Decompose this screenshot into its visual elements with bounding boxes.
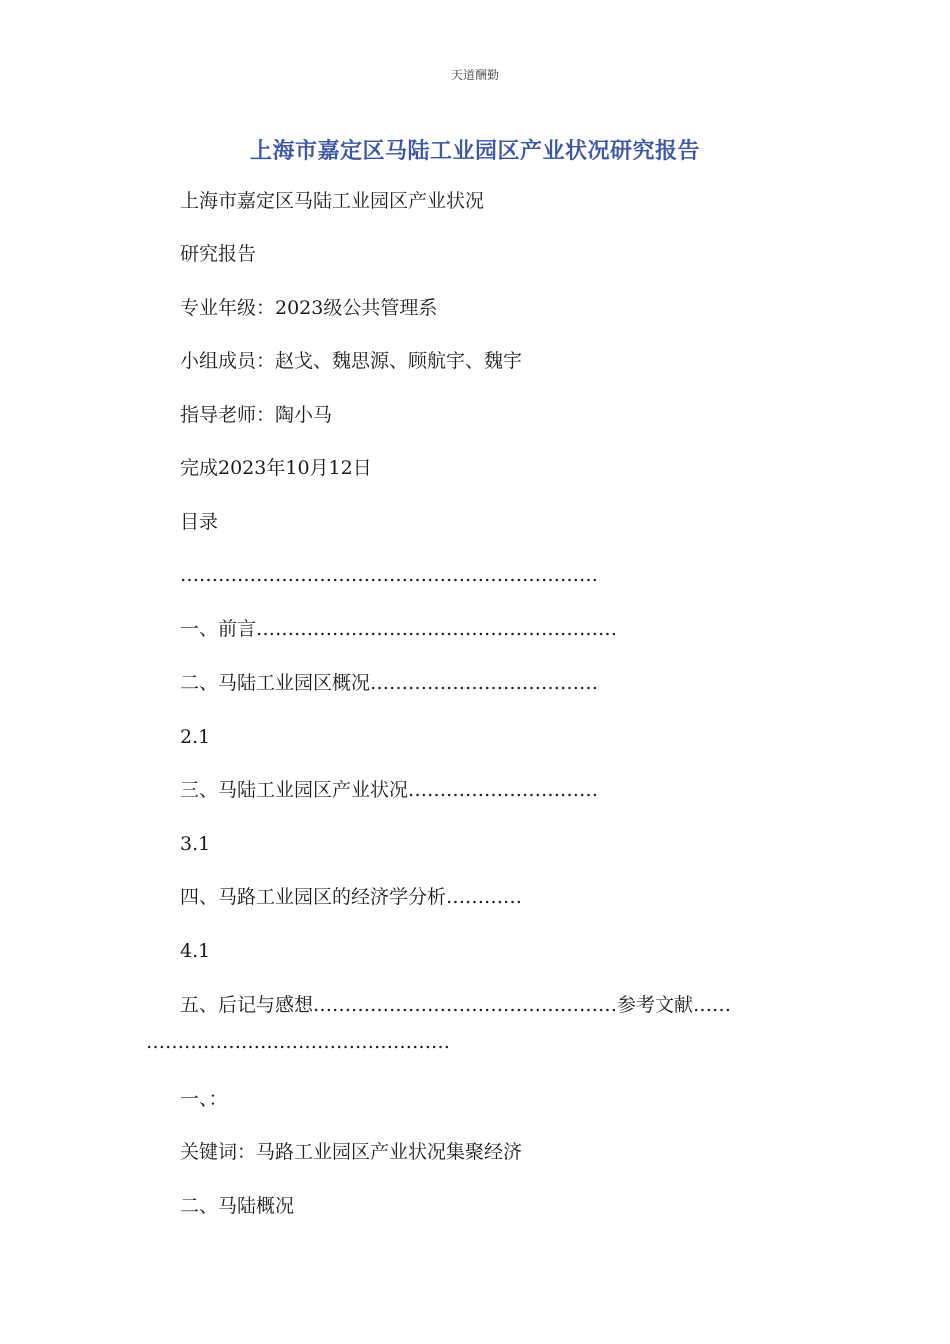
keywords-line: 关键词：马路工业园区产业状况集聚经济 [180,1141,523,1163]
document-title: 上海市嘉定区马陆工业园区产业状况研究报告 [249,139,700,164]
toc-subitem-3-1: 3.1 [180,833,211,855]
toc-subitem-4-1: 4.1 [180,940,211,962]
subtitle-line-2: 研究报告 [180,243,257,265]
toc-continuation-leader: ………………………………………… [146,1031,450,1053]
major-grade: 专业年级：2023级公共管理系 [180,297,438,319]
subtitle-line-1: 上海市嘉定区马陆工业园区产业状况 [180,190,485,212]
toc-leader-line: ………………………………………………………… [180,564,598,586]
section-one-heading: 一、： [180,1088,228,1110]
advisor: 指导老师：陶小马 [180,404,333,426]
toc-item-economics: 四、马路工业园区的经济学分析………… [180,886,523,908]
group-members: 小组成员：赵戈、魏思源、顾航宇、魏宇 [180,350,523,372]
toc-item-overview: 二、马陆工业园区概况……………………………… [180,672,599,694]
completion-date: 完成2023年10月12日 [180,457,372,479]
section-two-heading: 二、马陆概况 [180,1195,295,1217]
page-header: 天道酬勤 [450,68,499,82]
toc-subitem-2-1: 2.1 [180,726,211,748]
toc-item-preface: 一、前言………………………………………………… [180,618,618,640]
toc-item-industry: 三、马陆工业园区产业状况………………………… [180,779,599,801]
toc-heading: 目录 [180,511,219,533]
toc-item-afterword: 五、后记与感想…………………………………………参考文献…… [180,994,732,1016]
